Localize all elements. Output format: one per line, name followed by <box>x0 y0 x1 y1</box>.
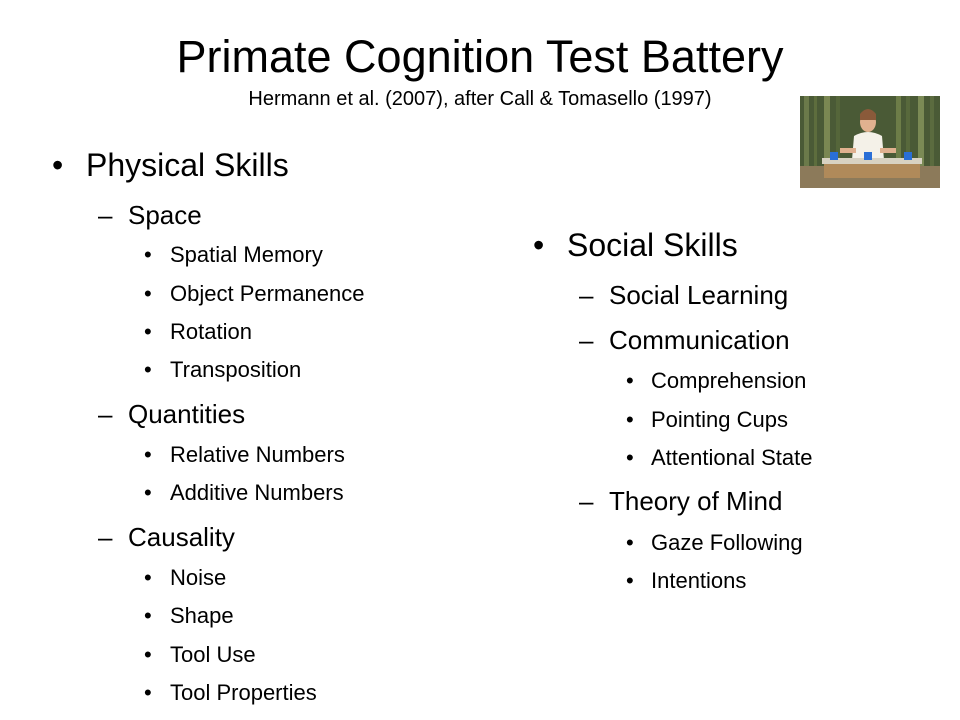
bullet-marker: • <box>626 407 634 432</box>
bullet-marker: • <box>144 357 152 382</box>
dash-marker: – <box>98 200 113 230</box>
bullet-marker: • <box>144 680 152 705</box>
list-item: Intentions <box>651 568 747 593</box>
bullet-marker: • <box>626 445 634 470</box>
list-item: Additive Numbers <box>170 480 344 505</box>
group-label-space: Space <box>128 200 202 230</box>
list-item: Gaze Following <box>651 530 803 555</box>
bullet-marker: • <box>144 603 152 628</box>
bullet-marker: • <box>52 147 64 183</box>
list-item: Transposition <box>170 357 302 382</box>
list-item: Rotation <box>170 319 252 344</box>
dash-marker: – <box>98 399 113 429</box>
bullet-marker: • <box>626 530 634 555</box>
bullet-marker: • <box>144 480 152 505</box>
dash-marker: – <box>98 522 113 552</box>
slide-subtitle: Hermann et al. (2007), after Call & Tomasello (1997) <box>248 88 712 110</box>
list-item: Attentional State <box>651 445 813 470</box>
group-label-causality: Causality <box>128 522 235 552</box>
group-label-quantities: Quantities <box>128 399 246 429</box>
social-skills-heading: Social Skills <box>567 227 738 263</box>
group-label-communication: Communication <box>609 325 790 355</box>
dash-marker: – <box>579 325 594 355</box>
physical-skills-heading: Physical Skills <box>86 147 289 183</box>
group-label-social-learning: Social Learning <box>609 280 789 310</box>
bullet-marker: • <box>144 281 152 306</box>
bullet-marker: • <box>144 442 152 467</box>
list-item: Object Permanence <box>170 281 365 306</box>
slide-title: Primate Cognition Test Battery <box>176 31 784 82</box>
bullet-marker: • <box>533 227 545 263</box>
group-label-theory-of-mind: Theory of Mind <box>609 486 783 516</box>
bullet-marker: • <box>144 319 152 344</box>
dash-marker: – <box>579 280 594 310</box>
list-item: Shape <box>170 603 234 628</box>
bullet-marker: • <box>144 642 152 667</box>
list-item: Comprehension <box>651 368 807 393</box>
experimenter-photo <box>800 96 940 188</box>
bullet-marker: • <box>626 368 634 393</box>
list-item: Tool Properties <box>170 680 317 705</box>
list-item: Spatial Memory <box>170 242 323 267</box>
bullet-marker: • <box>144 242 152 267</box>
bullet-marker: • <box>626 568 634 593</box>
dash-marker: – <box>579 486 594 516</box>
list-item: Noise <box>170 565 227 590</box>
bullet-marker: • <box>144 565 152 590</box>
list-item: Relative Numbers <box>170 442 345 467</box>
list-item: Pointing Cups <box>651 407 788 432</box>
list-item: Tool Use <box>170 642 256 667</box>
